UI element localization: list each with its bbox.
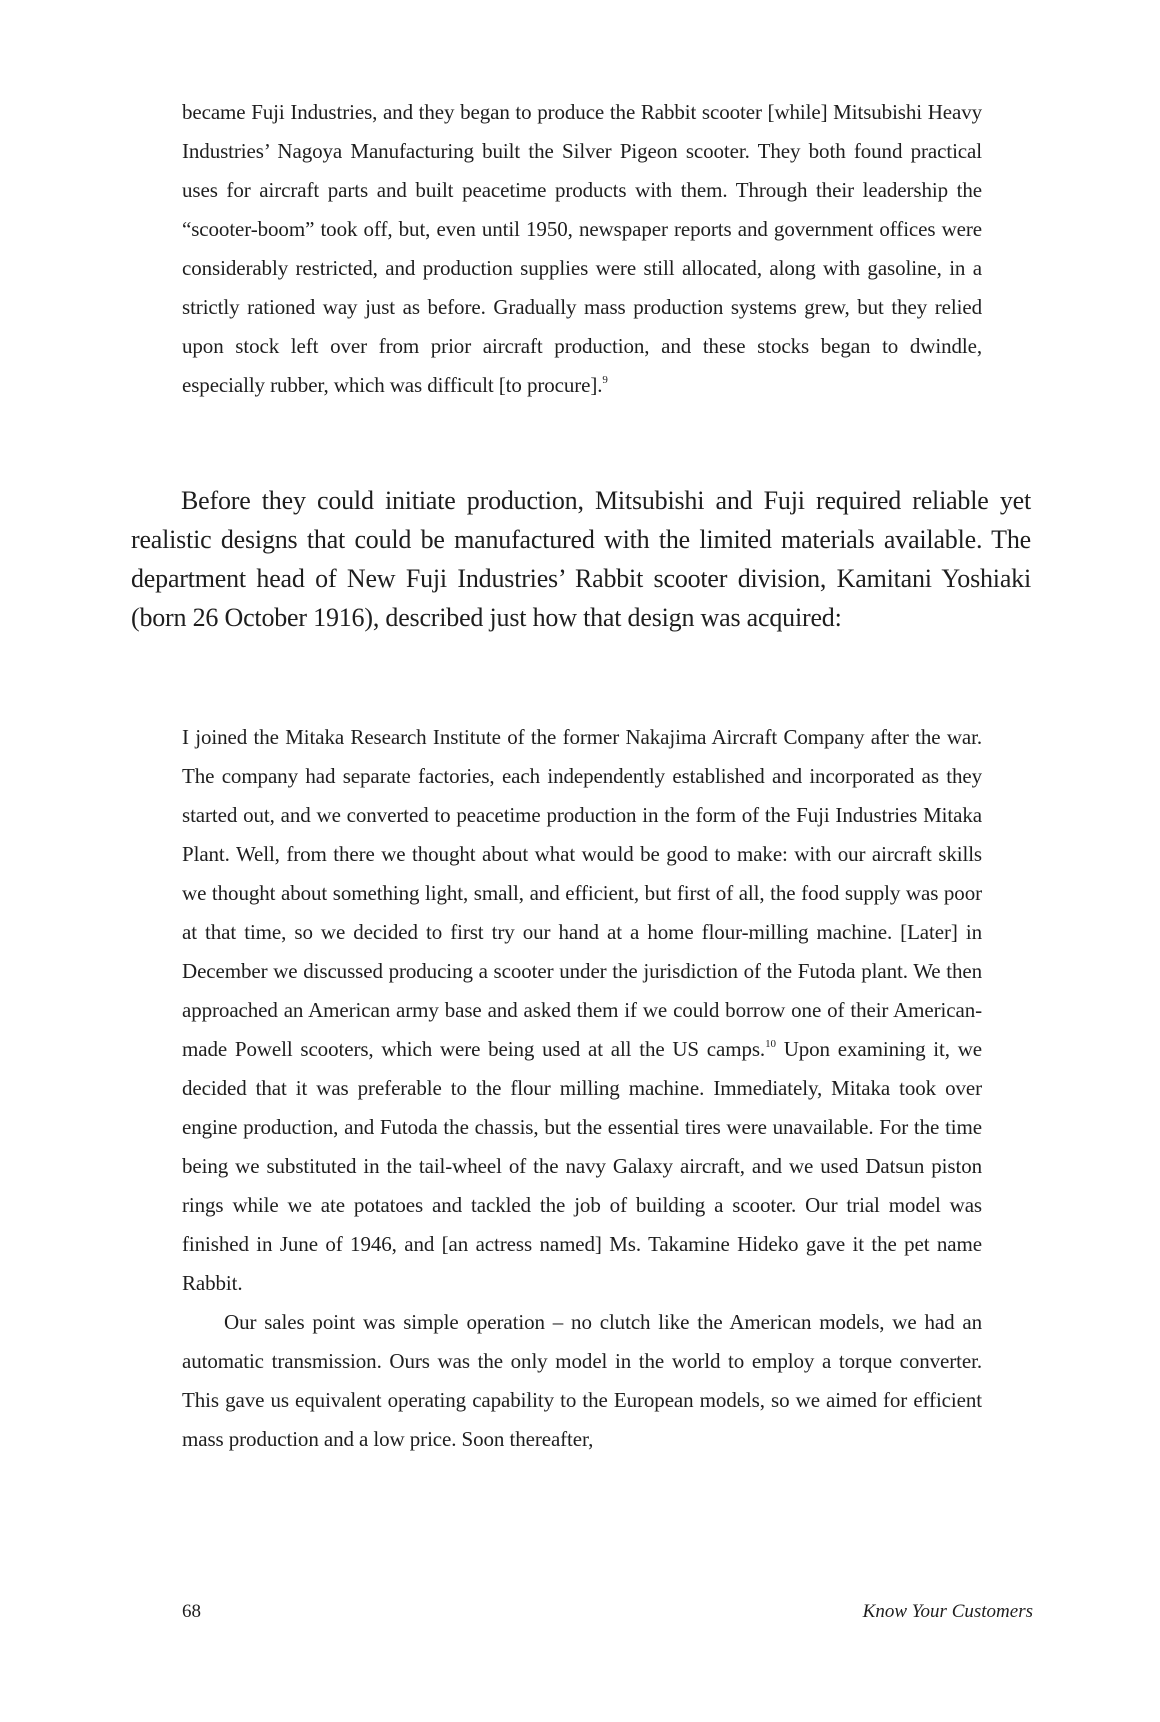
quote-paragraph-1-text-a: I joined the Mitaka Research Institute of the former Nakajima Aircraft Company after the war. The company had separate factories, each independently established and incorporated as they started out, and we converted to peacetime production in the form of the Fuji Industries Mitaka Plant. Well, from there we thought about what would be good to make: with our aircraft skills we thought about something light, small, and efficient, but first of all, the food supply was poor at that time, so we decided to first try our hand at a home flour-milling machine. [Later] in December we discussed producing a scooter under the jurisdiction of the Futoda plant. We then approached an American army base and asked them if we could borrow one of their American-made Powell scooters, which were being used at all the US camps. bbox=[182, 725, 982, 1061]
footnote-marker: 9 bbox=[602, 374, 608, 386]
page-number: 68 bbox=[182, 1601, 201, 1622]
page-footer bbox=[182, 1600, 1033, 1624]
top-block-quote bbox=[182, 93, 982, 405]
quote-paragraph-1 bbox=[182, 718, 982, 1303]
kamitani-block-quote bbox=[182, 718, 982, 1459]
quote-paragraph-2: Our sales point was simple operation – no clutch like the American models, we had an automatic transmission. Ours was the only model in the world to employ a torque converter. This gave us equivalent operating capability to the European models, so we aimed for efficient mass production and a low price. Soon thereafter, bbox=[182, 1310, 982, 1451]
footnote-marker: 10 bbox=[765, 1038, 776, 1050]
top-quote-paragraph bbox=[182, 93, 982, 405]
top-quote-text: became Fuji Industries, and they began to produce the Rabbit scooter [while] Mitsubishi Heavy Industries’ Nagoya Manufacturing built the Silver Pigeon scooter. They both found practical uses for aircraft parts and built peacetime products with them. Through their leadership the “scooter-boom” took off, but, even until 1950, newspaper reports and government offices were considerably restricted, and production supplies were still allocated, along with gasoline, in a strictly rationed way just as before. Gradually mass production systems grew, but they relied upon stock left over from prior aircraft production, and these stocks began to dwindle, especially rubber, which was difficult [to procure]. bbox=[182, 100, 982, 397]
running-title: Know Your Customers bbox=[862, 1601, 1033, 1622]
body-paragraph: Before they could initiate production, Mitsubishi and Fuji required reliable yet realistic designs that could be manufactured with the limited materials available. The department head of New Fuji Industries’ Rabbit scooter division, Kamitani Yoshiaki (born 26 October 1916), described just how that design was acquired: bbox=[131, 486, 1031, 632]
quote-paragraph-1-text-b: Upon examining it, we decided that it was preferable to the flour milling machine. Immediately, Mitaka took over engine production, and Futoda the chassis, but the essential tires were unavailable. For the time being we substituted in the tail-wheel of the navy Galaxy aircraft, and we used Datsun piston rings while we ate potatoes and tackled the job of building a scooter. Our trial model was finished in June of 1946, and [an actress named] Ms. Takamine Hideko gave it the pet name Rabbit. bbox=[182, 1037, 982, 1295]
